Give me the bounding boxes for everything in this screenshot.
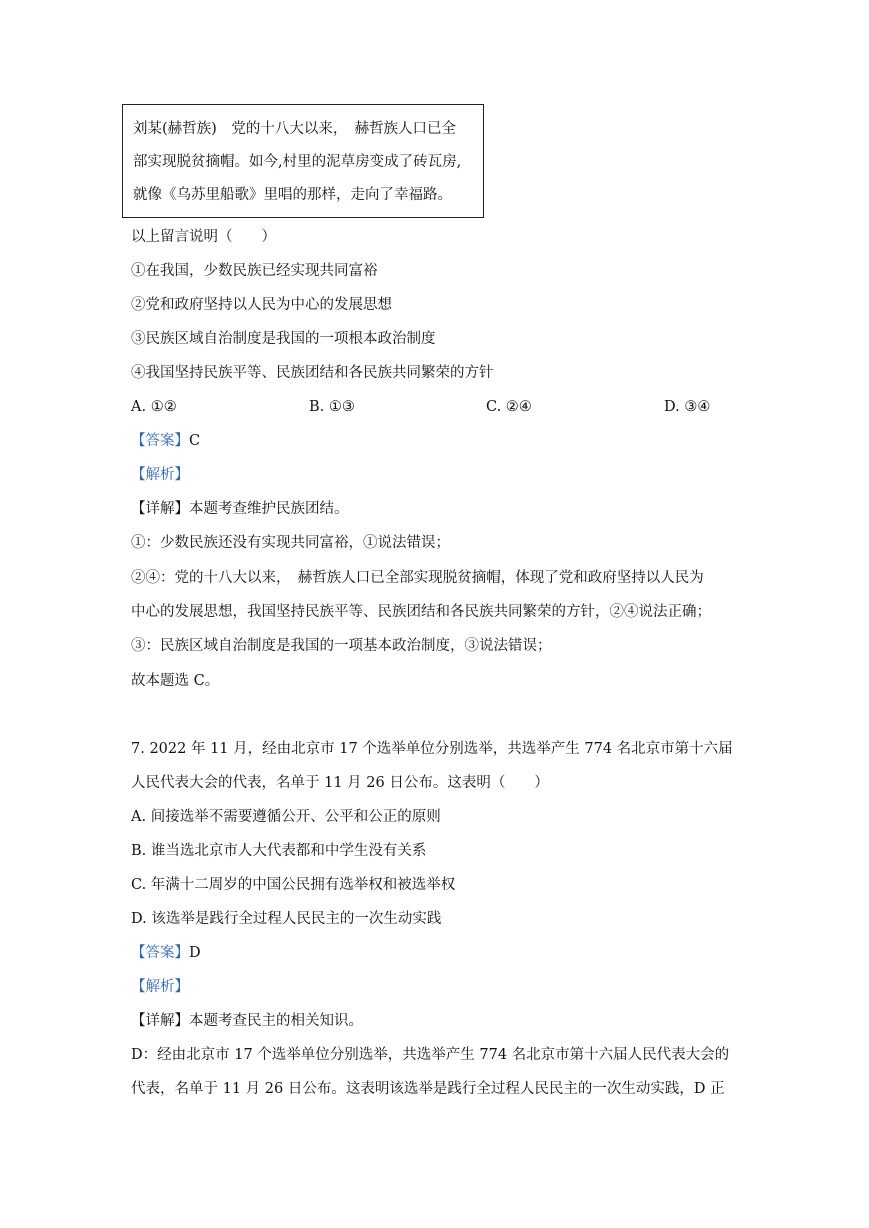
q6-option-a: A. ①② [131, 399, 177, 415]
q6-explain-line: ③：民族区域自治制度是我国的一项基本政治制度，③说法错误； [131, 638, 552, 654]
answer-value: C [189, 433, 201, 449]
q6-explain-line: ②④：党的十八大以来， 赫哲族人口已全部实现脱贫摘帽，体现了党和政府坚持以人民为 [131, 570, 704, 586]
q7-explain-line: 代表，名单于 11 月 26 日公布。这表明该选举是践行全过程人民民主的一次生动实践，D 正 [131, 1081, 725, 1097]
q6-analysis-tag: 【解析】 [131, 467, 189, 483]
q6-statement: ③民族区域自治制度是我国的一项根本政治制度 [131, 331, 436, 347]
q7-option-c: C. 年满十二周岁的中国公民拥有选举权和被选举权 [131, 877, 456, 893]
quote-line: 就像《乌苏里船歌》里唱的那样，走向了幸福路。 [133, 187, 452, 203]
q6-statement: ④我国坚持民族平等、民族团结和各民族共同繁荣的方针 [131, 365, 494, 381]
quote-box [122, 104, 484, 218]
q7-analysis-tag: 【解析】 [131, 979, 189, 995]
q6-answer [131, 431, 200, 451]
q7-option-a: A. 间接选举不需要遵循公开、公平和公正的原则 [131, 809, 441, 825]
q6-explain-line: 故本题选 C。 [131, 673, 220, 689]
quote-line: 刘某(赫哲族) 党的十八大以来， 赫哲族人口已全 [133, 121, 457, 137]
q7-stem-line: 7. 2022 年 11 月，经由北京市 17 个选举单位分别选举，共选举产生 774 名北京市第十六届 [131, 741, 733, 757]
q6-option-b: B. ①③ [309, 399, 355, 415]
q6-detail [131, 499, 349, 519]
quote-line: 部实现脱贫摘帽。如今,村里的泥草房变成了砖瓦房, [133, 154, 462, 170]
q7-option-b: B. 谁当选北京市人大代表都和中学生没有关系 [131, 843, 427, 859]
q7-option-d: D. 该选举是践行全过程人民民主的一次生动实践 [131, 911, 442, 927]
q6-explain-line: ①：少数民族还没有实现共同富裕，①说法错误； [131, 535, 450, 551]
q7-explain-line: D：经由北京市 17 个选举单位分别选举，共选举产生 774 名北京市第十六届人民代表大会的 [131, 1047, 730, 1063]
detail-intro: 本题考查民主的相关知识。 [189, 1013, 363, 1029]
detail-intro: 本题考查维护民族团结。 [189, 501, 349, 517]
q7-stem-line: 人民代表大会的代表，名单于 11 月 26 日公布。这表明（ ） [131, 775, 549, 791]
q6-stem: 以上留言说明（ ） [131, 229, 276, 245]
answer-tag: 【答案】 [131, 945, 189, 961]
q6-option-c: C. ②④ [486, 399, 532, 415]
detail-tag: 【详解】 [131, 501, 189, 517]
q6-statement: ①在我国，少数民族已经实现共同富裕 [131, 263, 378, 279]
answer-value: D [189, 945, 201, 961]
answer-tag: 【答案】 [131, 433, 189, 449]
q6-explain-line: 中心的发展思想，我国坚持民族平等、民族团结和各民族共同繁荣的方针，②④说法正确； [131, 604, 711, 620]
q7-answer [131, 943, 201, 963]
q6-statement: ②党和政府坚持以人民为中心的发展思想 [131, 297, 392, 313]
detail-tag: 【详解】 [131, 1013, 189, 1029]
q7-detail [131, 1011, 363, 1031]
q6-option-d: D. ③④ [664, 399, 711, 415]
